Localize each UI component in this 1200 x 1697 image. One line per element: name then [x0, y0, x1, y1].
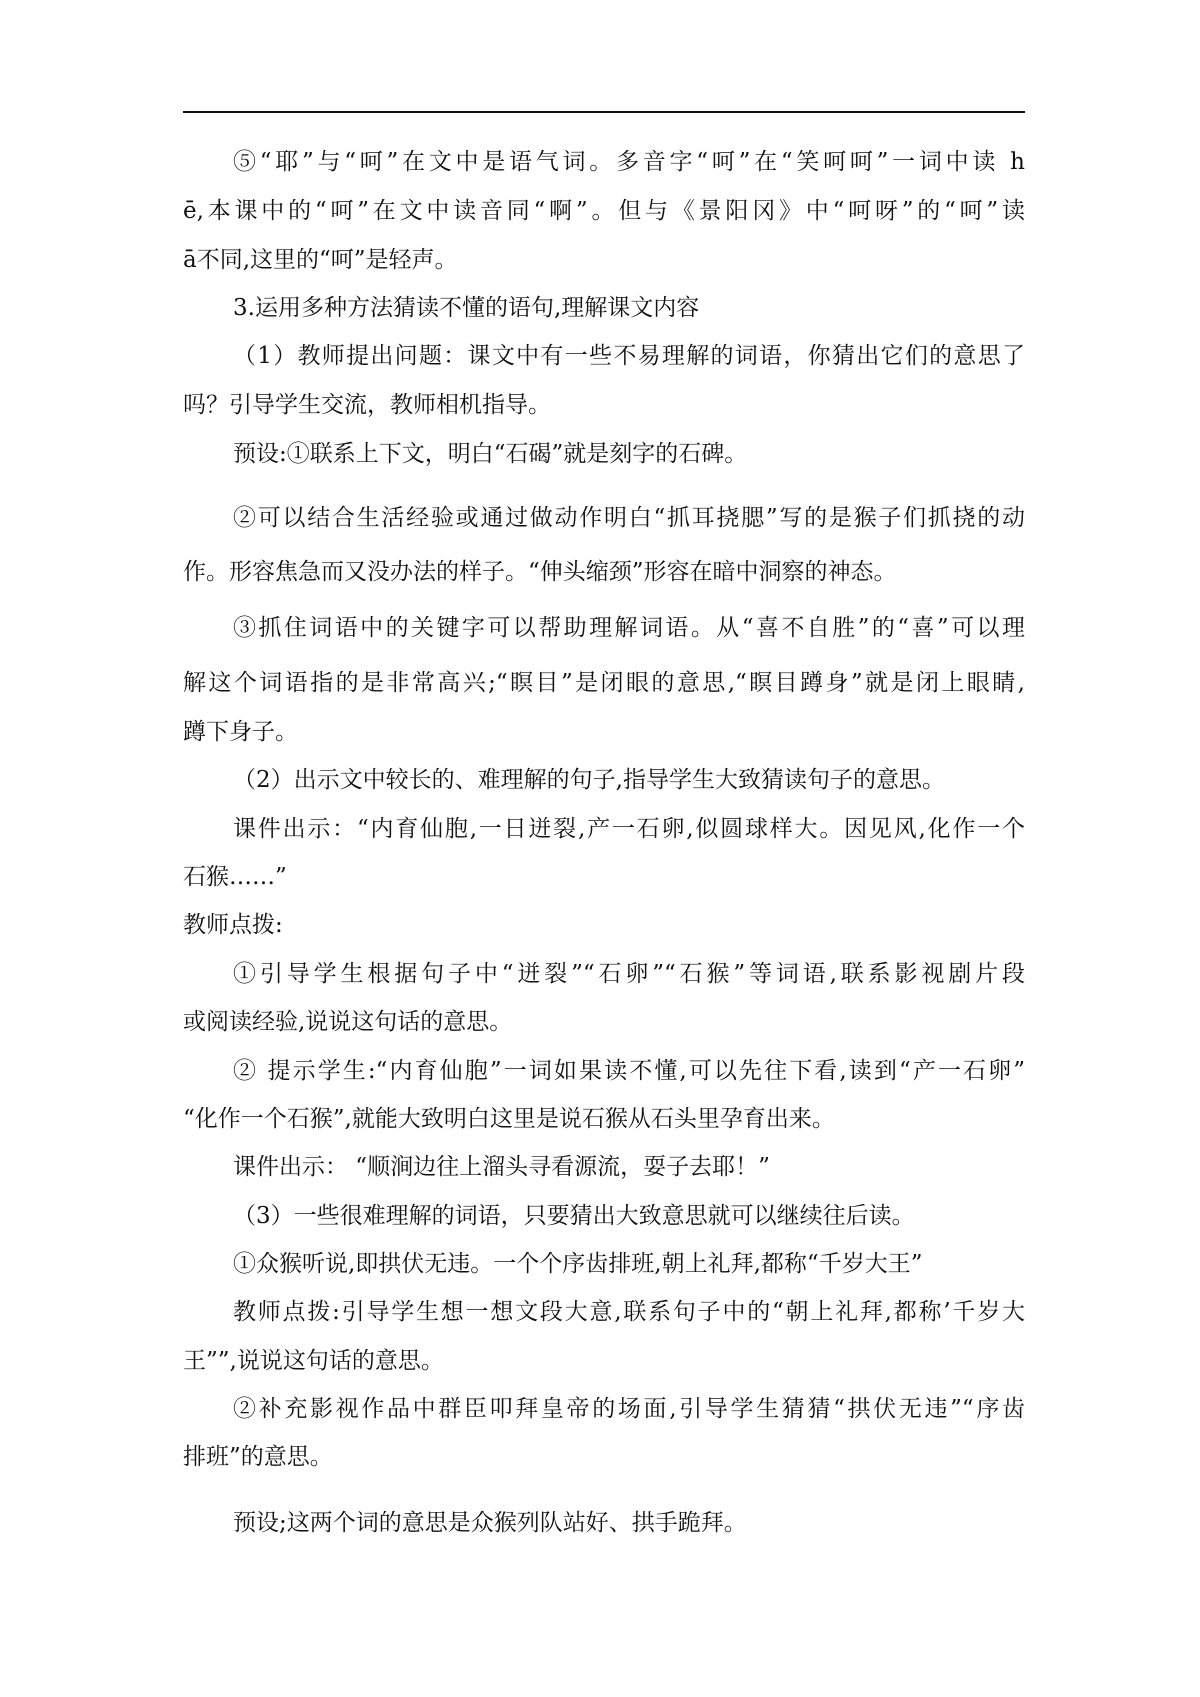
text-line: （1）教师提出问题：课文中有一些不易理解的词语，你猜出它们的意思了 — [233, 343, 1025, 369]
text-line: ②补充影视作品中群臣叩拜皇帝的场面,引导学生猜猜“拱伏无违”“序齿 — [233, 1396, 1025, 1422]
text-line: 3.运用多种方法猜读不懂的语句,理解课文内容 — [233, 295, 700, 321]
text-line: 石猴……” — [183, 864, 287, 890]
text-line: 作。形容焦急而又没办法的样子。“伸头缩颈”形容在暗中洞察的神态。 — [183, 559, 897, 585]
text-line: ā不同,这里的“呵”是轻声。 — [183, 247, 458, 273]
text-line: ①引导学生根据句子中“迸裂”“石卵”“石猴”等词语,联系影视剧片段 — [233, 961, 1025, 987]
text-line: 排班”的意思。 — [183, 1444, 333, 1470]
header-rule — [183, 111, 1025, 113]
text-line: ē,本课中的“呵”在文中读音同“啊”。但与《景阳冈》中“呵呀”的“呵”读 — [183, 198, 1025, 224]
text-line: ⑤“耶”与“呵”在文中是语气词。多音字“呵”在“笑呵呵”一词中读 h — [233, 149, 1025, 175]
text-line: 吗？引导学生交流，教师相机指导。 — [183, 392, 551, 418]
text-line: “化作一个石猴”,就能大致明白这里是说石猴从石头里孕育出来。 — [183, 1106, 835, 1132]
text-line: 课件出示： “顺涧边往上溜头寻看源流，耍子去耶！” — [233, 1154, 770, 1180]
text-line: 教师点拨:引导学生想一想文段大意,联系句子中的“朝上礼拜,都称’千岁大 — [233, 1299, 1025, 1325]
text-line: ①众猴听说,即拱伏无违。一个个序齿排班,朝上礼拜,都称“千岁大王” — [233, 1251, 923, 1277]
text-line: 王””,说说这句话的意思。 — [183, 1348, 444, 1374]
text-line: 预设;这两个词的意思是众猴列队站好、拱手跪拜。 — [233, 1510, 747, 1536]
text-line: 解这个词语指的是非常高兴;“瞑目”是闭眼的意思,“瞑目蹲身”就是闭上眼睛, — [183, 670, 1025, 696]
text-line: ② 提示学生:“内育仙胞”一词如果读不懂,可以先往下看,读到“产一石卵” — [233, 1058, 1025, 1084]
text-line: 教师点拨: — [183, 912, 283, 938]
text-line: 预设:①联系上下文，明白“石碣”就是刻字的石碑。 — [233, 441, 748, 467]
text-line: ③抓住词语中的关键字可以帮助理解词语。从“喜不自胜”的“喜”可以理 — [233, 615, 1025, 641]
text-line: 或阅读经验,说说这句话的意思。 — [183, 1009, 513, 1035]
text-line: 课件出示：“内育仙胞,一日迸裂,产一石卵,似圆球样大。因见风,化作一个 — [233, 816, 1025, 842]
text-line: （2）出示文中较长的、难理解的句子,指导学生大致猜读句子的意思。 — [233, 767, 945, 793]
text-line: （3）一些很难理解的词语，只要猜出大致意思就可以继续往后读。 — [233, 1203, 915, 1229]
text-line: ②可以结合生活经验或通过做动作明白“抓耳挠腮”写的是猴子们抓挠的动 — [233, 505, 1025, 531]
text-line: 蹲下身子。 — [183, 719, 298, 745]
